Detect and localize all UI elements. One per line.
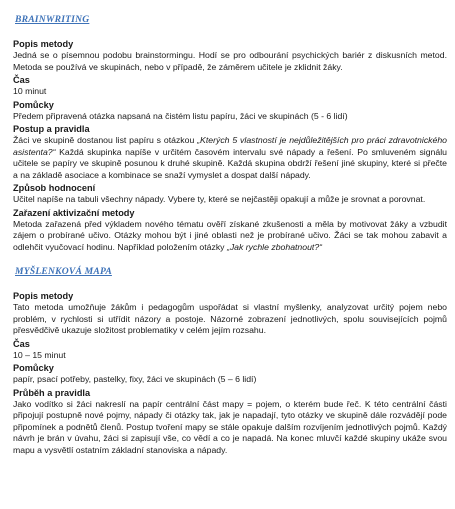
zarazeni-quote: „Jak rychle zbohatnout?“: [226, 241, 323, 252]
heading-zarazeni: Zařazení aktivizační metody: [13, 207, 135, 218]
heading-mapa-cas: Čas: [13, 338, 30, 349]
postup-text-b: Každá skupinka napíše v určitém časovém intervalu své nápady a řešení. Po smluveném signálu učitele se papíry ve skupině posunou k druhé skupině. Každá skupina obdrží řešení jiné skupiny, které si přečte a na základě asociace a kombinace se snaží vymyslet a dospat další nápady.: [13, 146, 447, 180]
paragraph-mapa-prubeh: Jako vodítko si žáci nakreslí na papír centrální část mapy = pojem, o kterém bude řeč. K této centrální části připojují postupně nové pojmy, nápady či otázky tak, jak je napadají, tyto otázky ve skupině dále rozvádějí pode připomínek a podnětů členů. Postup tvoření mapy se stále opakuje dalším rozvíjením jednotlivých pojmů. Každý návrh je brán v úvahu, žáci si zapisují vše, co vědí a co je napadá. Na konec mluvčí každé skupiny ukáže svou mapu a vysvětlí ostatním základní stanoviska a nápady.: [13, 398, 447, 455]
paragraph-mapa-popis: Tato metoda umožňuje žákům i pedagogům uspořádat si vlastní myšlenky, analyzovat určitý pojem nebo problém, v rychlosti si utřídit názory a postoje. Názorné zobrazení jednotlivých, spolu souvisejících pojmů přesvědčivě ukazuje složitost problematiky v celém jejím rozsahu.: [13, 302, 447, 336]
heading-postup: Postup a pravidla: [13, 124, 90, 135]
paragraph-postup: [13, 135, 447, 181]
document-page: [13, 4, 447, 456]
postup-quote: „Kterých 5 vlastností je nejdůležitějších pro práci zdravotnického asistenta?“: [13, 135, 448, 157]
heading-cas: Čas: [13, 75, 30, 86]
heading-mapa-pomucky: Pomůcky: [13, 363, 54, 374]
paragraph-zarazeni: [13, 219, 447, 253]
heading-mapa-prubeh: Průběh a pravidla: [13, 387, 91, 398]
heading-pomucky: Pomůcky: [13, 99, 54, 110]
postup-text-a: Žáci ve skupině dostanou list papíru s otázkou: [13, 135, 198, 146]
heading-popis-metody: Popis metody: [13, 39, 74, 49]
paragraph-popis: Jedná se o písemnou podobu brainstormingu. Hodí se pro odbourání psychických bariér z diskusních metod. Metoda se používá ve skupinách, nebo v případě, že záměrem učitele je zklidnit žáky.: [13, 50, 447, 72]
paragraph-hodnoceni: Učitel napíše na tabuli všechny nápady. Vybere ty, které se nejčastěji opakují a může je srovnat a porovnat.: [13, 194, 426, 205]
section-title-mapa: MYŠLENKOVÁ MAPA: [15, 266, 112, 278]
paragraph-pomucky: Předem připravená otázka napsaná na čistém listu papíru, žáci ve skupinách (5 - 6 lidí): [13, 110, 348, 121]
paragraph-mapa-pomucky: papír, psací potřeby, pastelky, fixy, žáci ve skupinách (5 – 6 lidí): [13, 374, 257, 385]
section-title-brainwriting: BRAINWRITING: [15, 14, 90, 25]
paragraph-mapa-cas: 10 – 15 minut: [13, 349, 66, 360]
paragraph-cas: 10 minut: [13, 86, 47, 97]
zarazeni-text: Metoda zařazená před výkladem nového tématu ověří získané zkušenosti a měla by motivovat žáky a vzbudit zájem o probírané učivo. Otázky mohou být i jiné oblasti než je probírané učivo. Žáci se tak mohou zabavit a odlehčit vyučovací hodinu. Například položením otázky: [13, 218, 447, 252]
heading-mapa-popis: Popis metody: [13, 291, 74, 302]
heading-hodnoceni: Způsob hodnocení: [13, 183, 96, 194]
